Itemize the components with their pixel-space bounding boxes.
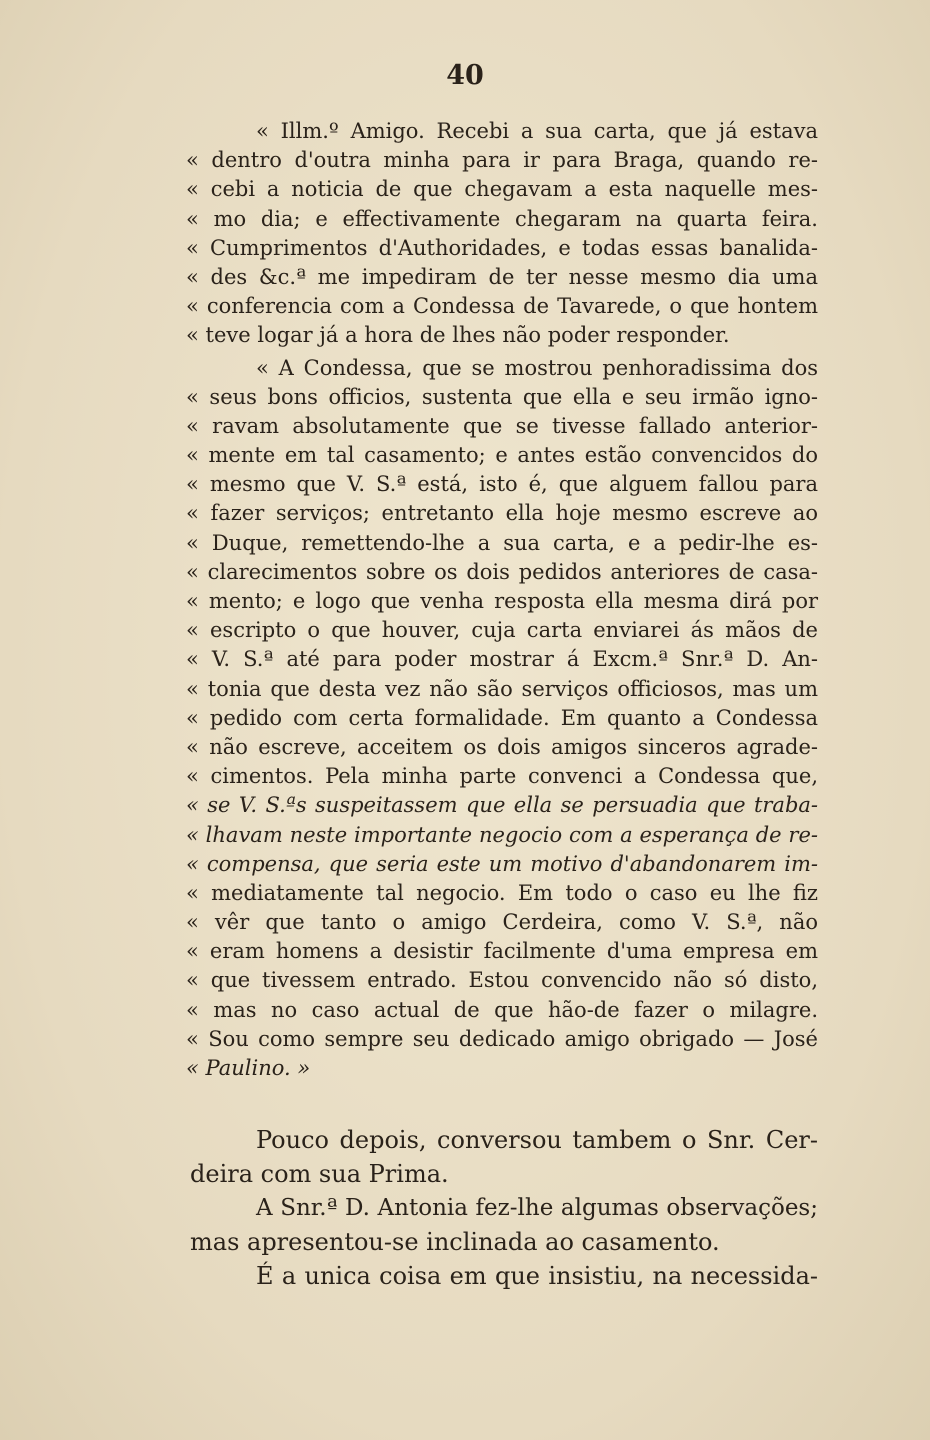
letter-line: « dentro d'outra minha para ir para Braga, quando re-	[186, 148, 818, 173]
letter-line: « cimentos. Pela minha parte convenci a Condessa que,	[186, 764, 818, 789]
letter-line: « clarecimentos sobre os dois pedidos anteriores de casa-	[186, 559, 818, 584]
letter-line: « que tivessem entrado. Estou convencido não só disto,	[186, 968, 818, 993]
letter-line: « lhavam neste importante negocio com a esperança de re-	[186, 822, 818, 847]
letter-line: « Paulino. »	[186, 1056, 311, 1080]
letter-line: « eram homens a desistir facilmente d'uma empresa em	[186, 939, 818, 964]
letter-line: « Duque, remettendo-lhe a sua carta, e a pedir-lhe es-	[186, 530, 818, 555]
narrative-line: É a unica coisa em que insistiu, na necessida-	[256, 1262, 818, 1290]
narrative-line: mas apresentou-se inclinada ao casamento.	[190, 1228, 720, 1256]
page-number: 40	[446, 60, 484, 91]
letter-line: « des &c.ª me impediram de ter nesse mesmo dia uma	[186, 264, 818, 289]
letter-line: « A Condessa, que se mostrou penhoradissima dos	[256, 355, 818, 380]
letter-line: « compensa, que seria este um motivo d'abandonarem im-	[186, 851, 818, 876]
letter-line: « escripto o que houver, cuja carta enviarei ás mãos de	[186, 618, 818, 643]
letter-line: « não escreve, acceitem os dois amigos sinceros agrade-	[186, 734, 818, 759]
narrative-text	[190, 1123, 818, 1293]
letter-line: « teve logar já a hora de lhes não poder responder.	[186, 323, 730, 348]
letter-line: « Cumprimentos d'Authoridades, e todas essas banalida-	[186, 235, 818, 260]
letter-line: « conferencia com a Condessa de Tavarede, o que hontem	[186, 294, 818, 319]
letter-line: « Illm.º Amigo. Recebi a sua carta, que já estava	[256, 119, 818, 143]
quoted-letter	[186, 117, 818, 1083]
letter-line: « vêr que tanto o amigo Cerdeira, como V. S.ª, não	[186, 910, 818, 935]
letter-line: « mente em tal casamento; e antes estão convencidos do	[186, 443, 818, 468]
letter-line: « mas no caso actual de que hão-de fazer o milagre.	[186, 997, 818, 1022]
letter-line: « mediatamente tal negocio. Em todo o caso eu lhe fiz	[186, 880, 818, 905]
narrative-line: A Snr.ª D. Antonia fez-lhe algumas observações;	[256, 1195, 818, 1221]
narrative-line: deira com sua Prima.	[190, 1160, 449, 1188]
letter-paragraph-2	[186, 354, 818, 1084]
letter-line: « se V. S.ªs suspeitassem que ella se persuadia que traba-	[186, 793, 818, 818]
letter-line: « Sou como sempre seu dedicado amigo obrigado — José	[186, 1026, 818, 1051]
letter-line: « ravam absolutamente que se tivesse fallado anterior-	[186, 413, 818, 438]
letter-line: « tonia que desta vez não são serviços officiosos, mas um	[186, 676, 818, 701]
letter-line: « seus bons officios, sustenta que ella e seu irmão igno-	[186, 384, 818, 409]
letter-line: « cebi a noticia de que chegavam a esta naquelle mes-	[186, 177, 818, 202]
narrative-line: Pouco depois, conversou tambem o Snr. Cer-	[256, 1126, 818, 1154]
letter-line: « mento; e logo que venha resposta ella mesma dirá por	[186, 589, 818, 613]
letter-line: « pedido com certa formalidade. Em quanto a Condessa	[186, 705, 818, 730]
letter-line: « fazer serviços; entretanto ella hoje mesmo escreve ao	[186, 501, 818, 526]
letter-paragraph-1	[186, 117, 818, 351]
letter-line: « mo dia; e effectivamente chegaram na quarta feira.	[186, 206, 818, 231]
letter-line: « V. S.ª até para poder mostrar á Excm.ª Snr.ª D. An-	[186, 647, 818, 672]
letter-line: « mesmo que V. S.ª está, isto é, que alguem fallou para	[186, 472, 818, 497]
